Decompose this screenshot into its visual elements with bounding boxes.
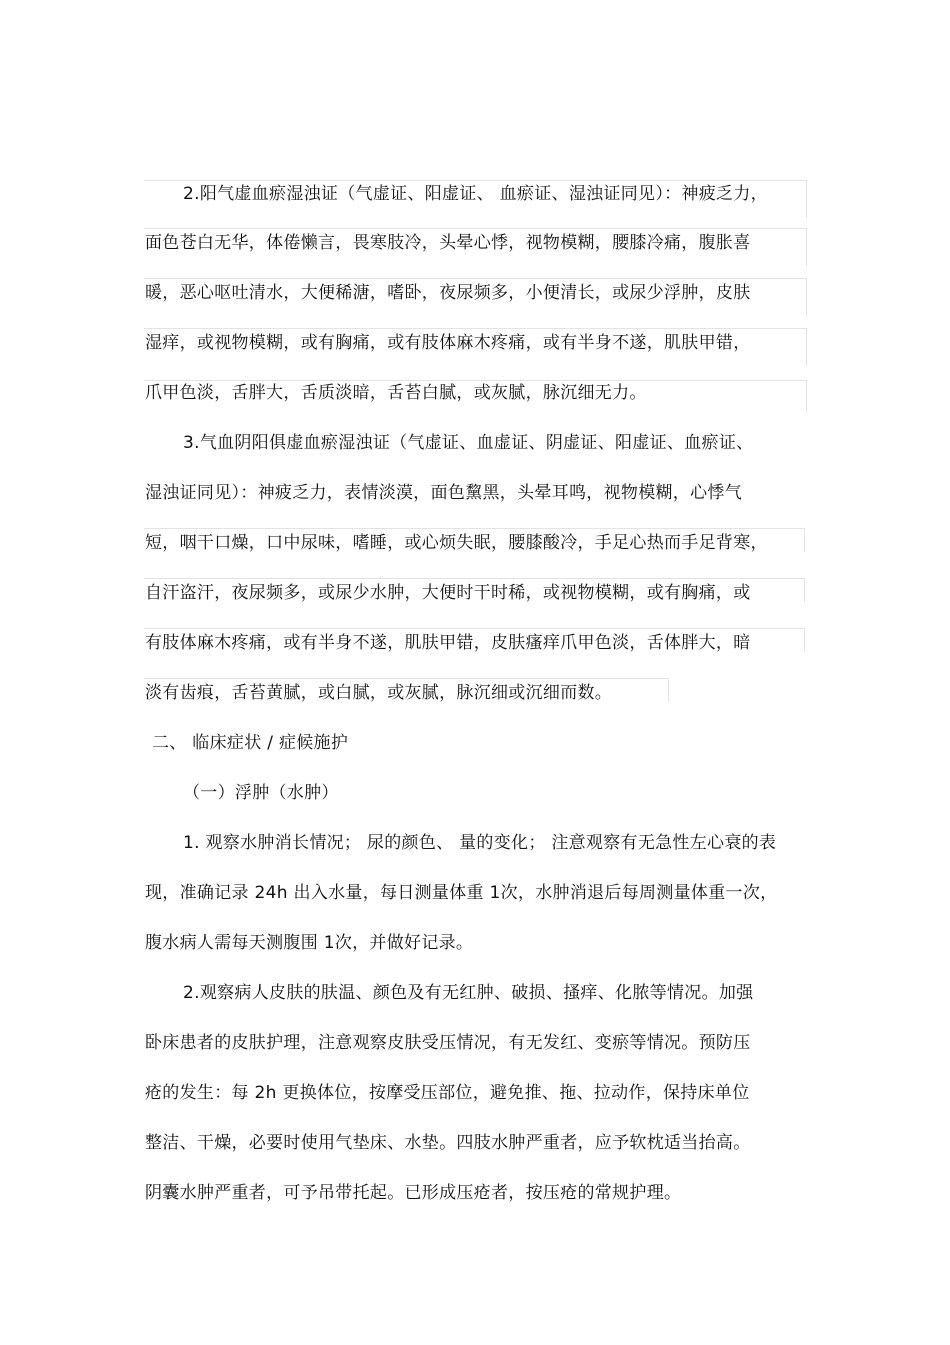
text-line: 面色苍白无华，体倦懒言，畏寒肢冷，头晕心悸，视物模糊，腰膝冷痛，腹胀喜 (145, 233, 751, 253)
text-line: 有肢体麻木疼痛，或有半身不遂，肌肤甲错，皮肤瘙痒爪甲色淡，舌体胖大，暗 (145, 633, 751, 653)
text-line: 爪甲色淡，舌胖大，舌质淡暗，舌苔白腻，或灰腻，脉沉细无力。 (145, 383, 647, 403)
frame-line (668, 678, 669, 702)
frame-line (144, 278, 806, 279)
text-line: 整洁、干燥，必要时使用气垫床、水垫。四肢水肿严重者，应予软枕适当抬高。 (145, 1133, 751, 1153)
frame-line (144, 678, 668, 679)
frame-line (804, 578, 805, 602)
subsection-heading: （一）浮肿（水肿） (183, 783, 339, 803)
text-line: 湿痒，或视物模糊，或有胸痛，或有肢体麻木疼痛，或有半身不遂，肌肤甲错， (145, 333, 751, 353)
frame-line (144, 180, 806, 181)
text-line: 自汗盗汗，夜尿频多，或尿少水肿，大便时干时稀，或视物模糊，或有胸痛，或 (145, 583, 751, 603)
text-line: 暖，恶心呕吐清水，大便稀溏，嗜卧，夜尿频多，小便清长，或尿少浮肿，皮肤 (145, 283, 751, 303)
text-line: 2.观察病人皮肤的肤温、颜色及有无红肿、破损、搔痒、化脓等情况。加强 (183, 983, 754, 1003)
frame-line (806, 380, 807, 412)
frame-line (804, 528, 805, 552)
text-line: 2.阳气虚血瘀湿浊证（气虚证、阳虚证、 血瘀证、湿浊证同见）：神疲乏力， (183, 184, 768, 204)
text-line: 现，准确记录 24h 出入水量，每日测量体重 1次，水肿消退后每周测量体重一次， (145, 883, 778, 903)
frame-line (144, 578, 804, 579)
frame-line (144, 328, 806, 329)
frame-line (806, 180, 807, 218)
text-line: 疮的发生：每 2h 更换体位，按摩受压部位，避免推、拖、拉动作，保持床单位 (145, 1083, 750, 1103)
frame-line (806, 328, 807, 366)
section-heading: 二、 临床症状 / 症候施护 (152, 733, 349, 753)
text-line: 卧床患者的皮肤护理，注意观察皮肤受压情况，有无发红、变瘀等情况。预防压 (145, 1033, 751, 1053)
text-line: 湿浊证同见）：神疲乏力，表情淡漠，面色黧黑，头晕耳鸣，视物模糊，心悸气 (145, 483, 742, 503)
text-line: 阴囊水肿严重者，可予吊带托起。已形成压疮者，按压疮的常规护理。 (145, 1183, 682, 1203)
frame-line (806, 228, 807, 266)
frame-line (144, 228, 806, 229)
frame-line (144, 528, 804, 529)
text-line: 1. 观察水肿消长情况； 尿的颜色、 量的变化； 注意观察有无急性左心衰的表 (183, 833, 777, 853)
frame-line (144, 628, 804, 629)
text-line: 3.气血阴阳俱虚血瘀湿浊证（气虚证、血虚证、阴虚证、阳虚证、血瘀证、 (183, 433, 754, 453)
text-line: 腹水病人需每天测腹围 1次，并做好记录。 (145, 933, 474, 953)
frame-line (144, 380, 806, 381)
frame-line (804, 628, 805, 652)
text-line: 短，咽干口燥，口中尿味，嗜睡，或心烦失眠，腰膝酸冷，手足心热而手足背寒， (145, 533, 768, 553)
text-line: 淡有齿痕，舌苔黄腻，或白腻，或灰腻，脉沉细或沉细而数。 (145, 683, 613, 703)
frame-line (806, 278, 807, 316)
